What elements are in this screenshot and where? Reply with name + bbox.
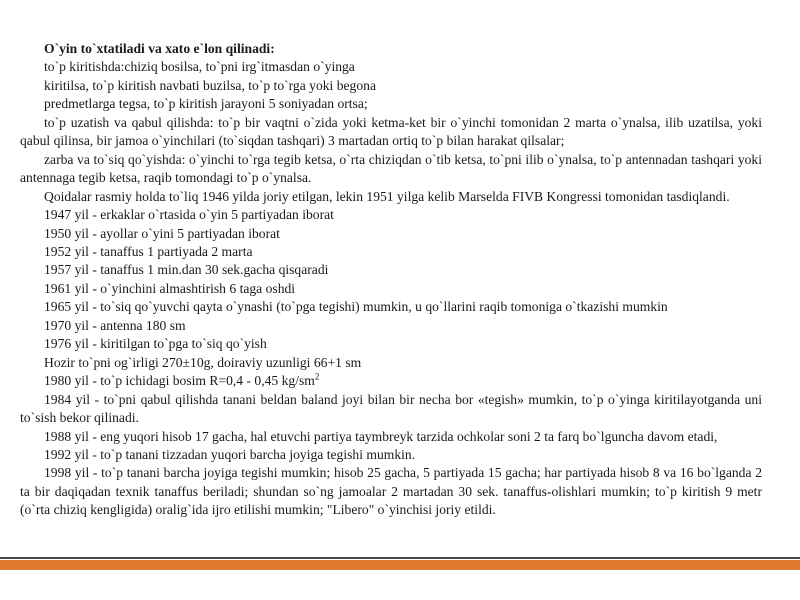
- timeline-item: 1961 yil - o`yinchini almashtirish 6 taga oshdi: [44, 280, 296, 296]
- timeline-item: 1992 yil - to`p tanani tizzadan yuqori barcha joyiga tegishi mumkin.: [44, 446, 416, 462]
- paragraph: kiritilsa, to`p kiritish navbati buzilsa, to`p to`rga yoki begona: [44, 77, 376, 93]
- timeline-item: 1998 yil - to`p tanani barcha joyiga tegishi mumkin; hisob 25 gacha, 5 partiyada 15 gacha; har partiyada hisob 8 va 16 bo`lganda 2 ta bir daqiqadan texnik tanaffus beriladi; shundan so`ng jamoalar 2 martadan 30 sek. tanaffus-olishlari mumkin; to`p kiritish 9 metr (o`rta chiziq kengligida) oralig`ida ijro etilishi mumkin; "Libero" o`yinchisi joriy etildi.: [20, 465, 762, 518]
- timeline-item-pressure: [20, 372, 762, 390]
- paragraph: to`p kiritishda:chiziq bosilsa, to`pni irg`itmasdan o`yinga: [44, 59, 355, 75]
- footer-accent-bar: [0, 560, 800, 570]
- timeline-item: 1976 yil - kiritilgan to`pga to`siq qo`yish: [44, 336, 267, 352]
- ball-spec: Hozir to`pni og`irligi 270±10g, doiraviy uzunligi 66+1 sm: [44, 354, 362, 370]
- timeline-item: 1984 yil - to`pni qabul qilishda tanani beldan baland joyi bilan bir necha bor «tegish» mumkin, to`p o`yinga kiritilayotganda uni to`sish bekor qilinadi.: [20, 391, 762, 426]
- timeline-item: 1965 yil - to`siq qo`yuvchi qayta o`ynashi (to`pga tegishi) mumkin, u qo`llarini raqib tomoniga o`tkazishi mumkin: [44, 299, 668, 315]
- timeline-item: 1950 yil - ayollar o`yini 5 partiyadan iborat: [44, 225, 280, 241]
- timeline-item: 1970 yil - antenna 180 sm: [44, 317, 186, 333]
- timeline-item: 1947 yil - erkaklar o`rtasida o`yin 5 partiyadan iborat: [44, 207, 334, 223]
- superscript: 2: [314, 371, 320, 382]
- paragraph: Qoidalar rasmiy holda to`liq 1946 yilda joriy etilgan, lekin 1951 yilga kelib Marselda FIVB Kongressi tomonidan tasdiqlandi.: [44, 188, 730, 204]
- document-heading: O`yin to`xtatiladi va xato e`lon qilinadi:: [44, 41, 275, 56]
- pressure-text: 1980 yil - to`p ichidagi bosim R=0,4 - 0,45 kg/sm: [44, 373, 315, 389]
- paragraph: to`p uzatish va qabul qilishda: to`p bir vaqtni o`zida yoki ketma-ket bir o`yinchi tomonidan 2 marta o`ynalsa, ilib uzatilsa, yoki qabul qilinsa, bir jamoa o`yinchilari (to`siqdan tashqari) 3 martadan ortiq to`p bilan harakat qilsalar;: [20, 114, 762, 149]
- footer-divider: [0, 557, 800, 559]
- document-body: [20, 40, 762, 520]
- timeline-item: 1957 yil - tanaffus 1 min.dan 30 sek.gacha qisqaradi: [44, 262, 329, 278]
- paragraph: predmetlarga tegsa, to`p kiritish jarayoni 5 soniyadan ortsa;: [44, 96, 368, 112]
- paragraph: zarba va to`siq qo`yishda: o`yinchi to`rga tegib ketsa, o`rta chiziqdan o`tib ketsa, to`pni ilib o`ynalsa, to`p antennadan tashqari yoki antennaga tegib ketsa, raqib tomondagi to`p o`ynalsa.: [20, 151, 762, 186]
- timeline-item: 1952 yil - tanaffus 1 partiyada 2 marta: [44, 243, 253, 259]
- timeline-item: 1988 yil - eng yuqori hisob 17 gacha, hal etuvchi partiya taymbreyk tarzida ochkolar soni 2 ta farq bo`lguncha davom etadi,: [44, 428, 718, 444]
